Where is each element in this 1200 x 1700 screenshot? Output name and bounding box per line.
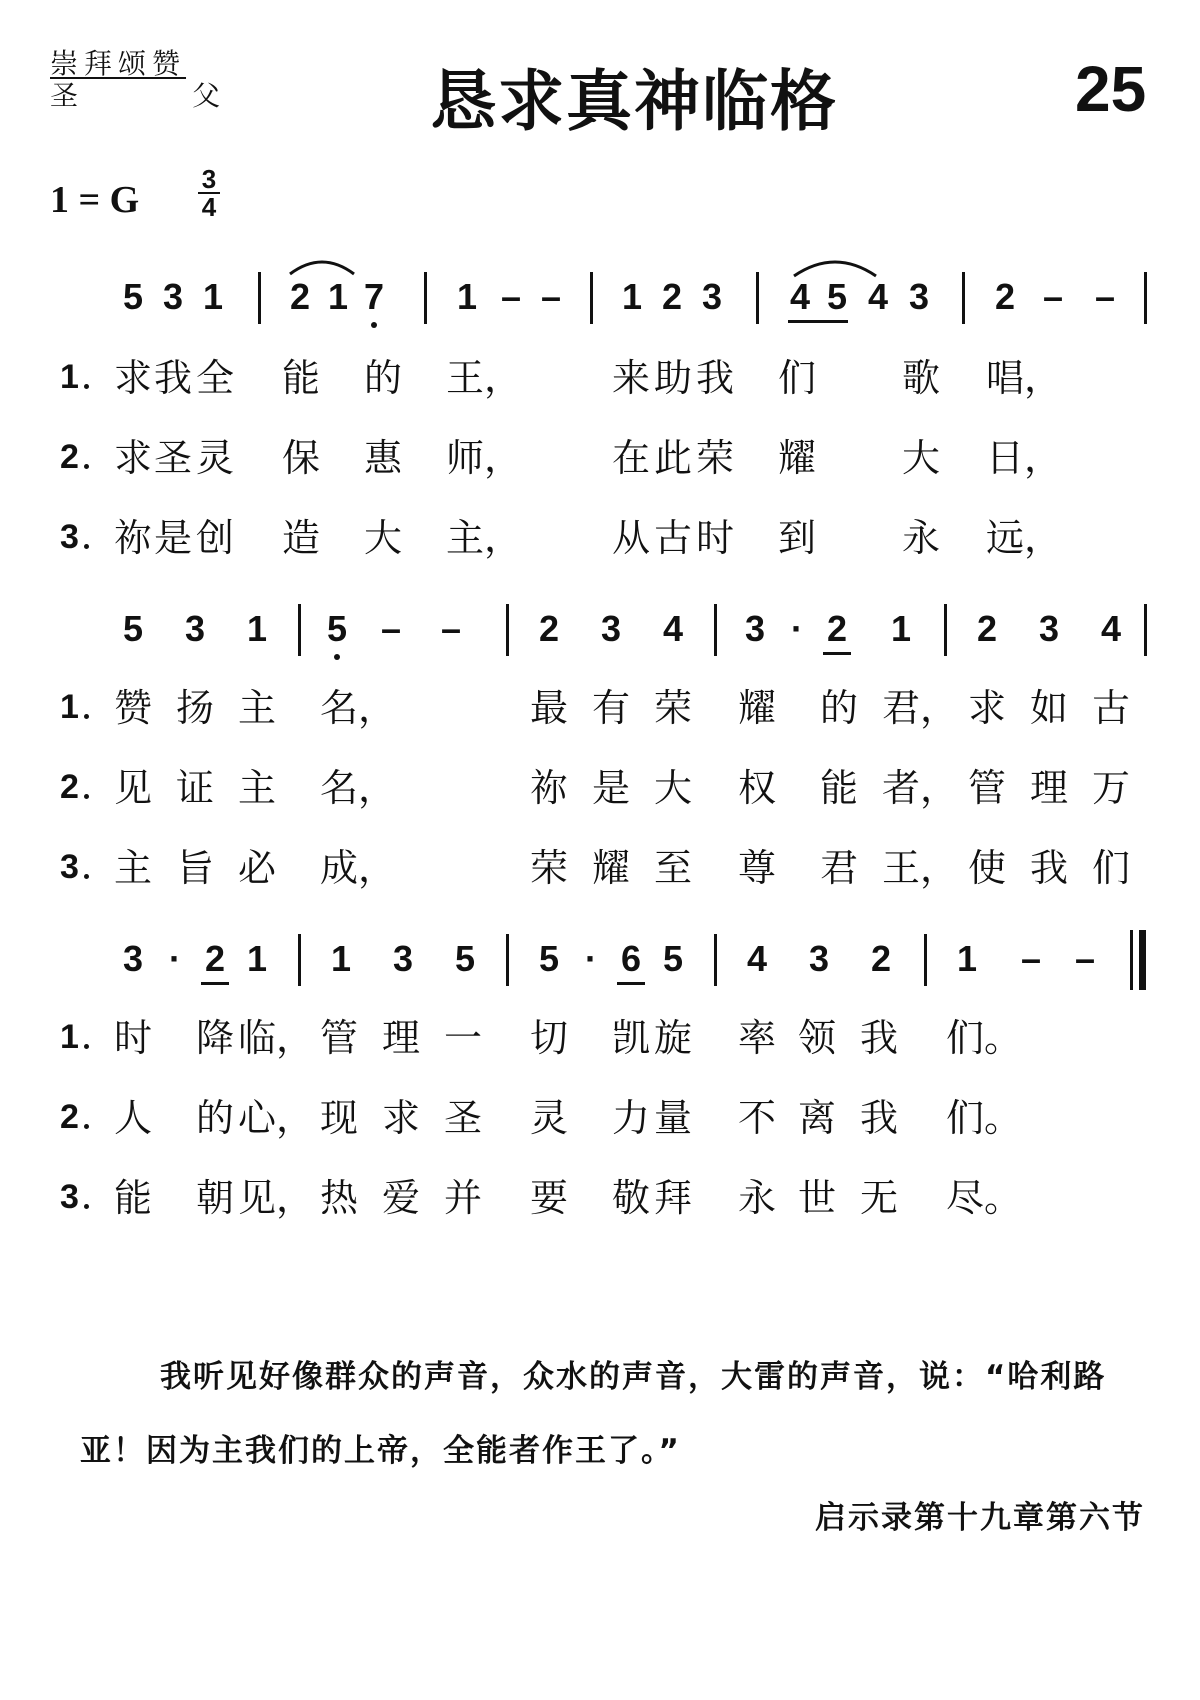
note: 6 xyxy=(620,938,642,979)
lyric: 求 xyxy=(114,356,153,400)
barline xyxy=(1144,272,1147,324)
lyric: 旋 xyxy=(654,1016,693,1060)
lyric: 全 xyxy=(196,356,235,400)
lyric: 永 xyxy=(738,1176,777,1220)
lower-octave-dot xyxy=(334,654,340,660)
lyric: 们 xyxy=(778,356,817,400)
dash: – xyxy=(500,276,522,317)
note: 4 xyxy=(789,276,811,317)
note: 2 xyxy=(661,276,683,317)
final-barline-thin xyxy=(1130,930,1133,990)
lyric: 祢 xyxy=(114,516,153,560)
lyric: 见 xyxy=(114,766,153,810)
lyric: 旨 xyxy=(176,846,215,890)
verse-number: 3 xyxy=(60,848,79,886)
note: 1 xyxy=(330,938,352,979)
lyric: 证 xyxy=(176,766,215,810)
barline xyxy=(714,604,717,656)
lyric: 主 xyxy=(114,846,153,890)
note: 5 xyxy=(538,938,560,979)
lyric: 日， xyxy=(986,436,1063,480)
lyric: 惠 xyxy=(364,436,403,480)
lyric: 有 xyxy=(592,686,631,730)
note: 2 xyxy=(538,608,560,649)
lyric: 理 xyxy=(1030,766,1069,810)
lyric: 理 xyxy=(382,1016,421,1060)
lyric: 成， xyxy=(320,846,397,890)
lyric: 最 xyxy=(530,686,569,730)
note: 2 xyxy=(826,608,848,649)
note: 1 xyxy=(621,276,643,317)
verse-dot xyxy=(84,464,89,469)
verse-number: 3 xyxy=(60,518,79,556)
lyric: 使 xyxy=(968,846,1007,890)
time-signature xyxy=(198,166,220,220)
note: 4 xyxy=(1100,608,1122,649)
lyric: 的 xyxy=(364,356,403,400)
lyric: 圣 xyxy=(444,1096,483,1140)
lyric: 圣 xyxy=(154,436,193,480)
lyric: 现 xyxy=(320,1096,359,1140)
lyric: 至 xyxy=(654,846,693,890)
lyric: 来 xyxy=(612,356,651,400)
lyric: 心， xyxy=(238,1096,315,1140)
lyric: 在 xyxy=(612,436,651,480)
lyric: 权 xyxy=(738,766,777,810)
lyric: 降 xyxy=(196,1016,235,1060)
lyric: 王， xyxy=(446,356,523,400)
note: 5 xyxy=(826,276,848,317)
verse-dot xyxy=(84,384,89,389)
underline-beam xyxy=(823,652,851,655)
lyric: 古 xyxy=(654,516,693,560)
note: 1 xyxy=(202,276,224,317)
barline xyxy=(944,604,947,656)
verse-dot xyxy=(84,1044,89,1049)
verse-dot xyxy=(84,874,89,879)
note: 4 xyxy=(746,938,768,979)
lyric: 朝 xyxy=(196,1176,235,1220)
lyric: 求 xyxy=(968,686,1007,730)
lyric: 者， xyxy=(882,766,959,810)
category-line-2-right: 父 xyxy=(192,79,227,112)
lyric: 能 xyxy=(282,356,321,400)
note: 5 xyxy=(662,938,684,979)
lyric: 必 xyxy=(238,846,277,890)
lower-octave-dot xyxy=(371,322,377,328)
note: 3 xyxy=(744,608,766,649)
note: 5 xyxy=(454,938,476,979)
lyric: 耀 xyxy=(778,436,817,480)
lyric: 灵 xyxy=(530,1096,569,1140)
note: 7 xyxy=(363,276,385,317)
lyric: 们。 xyxy=(946,1016,1023,1060)
note: 3 xyxy=(122,938,144,979)
lyric: 远， xyxy=(986,516,1063,560)
lyric: 灵 xyxy=(196,436,235,480)
verse-number: 2 xyxy=(60,1098,79,1136)
lyric: 此 xyxy=(654,436,693,480)
note: 2 xyxy=(994,276,1016,317)
lyric: 无 xyxy=(860,1176,899,1220)
lyric: 造 xyxy=(282,516,321,560)
lyric: 君 xyxy=(820,846,859,890)
lyric: 量 xyxy=(654,1096,693,1140)
lyric: 世 xyxy=(798,1176,837,1220)
lyric: 保 xyxy=(282,436,321,480)
lyric: 歌 xyxy=(902,356,941,400)
lyric: 尽。 xyxy=(946,1176,1023,1220)
note: 3 xyxy=(184,608,206,649)
lyric: 率 xyxy=(738,1016,777,1060)
lyric: 管 xyxy=(968,766,1007,810)
lyric: 耀 xyxy=(738,686,777,730)
note: 3 xyxy=(808,938,830,979)
barline xyxy=(962,272,965,324)
lyric: 时 xyxy=(696,516,735,560)
underline-beam xyxy=(788,320,848,323)
note: 2 xyxy=(976,608,998,649)
note: 4 xyxy=(867,276,889,317)
lyric: 求 xyxy=(382,1096,421,1140)
dash: – xyxy=(1094,276,1116,317)
lyric: 助 xyxy=(654,356,693,400)
verse-dot xyxy=(84,544,89,549)
note: 5 xyxy=(122,608,144,649)
scripture-text: 我听见好像群众的声音，众水的声音，大雷的声音，说：“哈利路亚！因为主我们的上帝，全能者作王了。” xyxy=(80,1359,1107,1469)
lyric: 从 xyxy=(612,516,651,560)
lyric: 荣 xyxy=(530,846,569,890)
dash: – xyxy=(440,608,462,649)
lyric: 唱， xyxy=(986,356,1063,400)
barline xyxy=(298,604,301,656)
lyric: 尊 xyxy=(738,846,777,890)
lyric: 师， xyxy=(446,436,523,480)
lyric: 名， xyxy=(320,766,397,810)
lyric: 能 xyxy=(820,766,859,810)
barline xyxy=(258,272,261,324)
category-line-2 xyxy=(50,80,226,112)
lyric: 拜 xyxy=(654,1176,693,1220)
verse-dot xyxy=(84,794,89,799)
dot: · xyxy=(791,608,803,649)
lyric: 一 xyxy=(444,1016,483,1060)
tie-slur xyxy=(790,256,880,278)
lyric: 永 xyxy=(902,516,941,560)
lyric: 古 xyxy=(1092,686,1131,730)
lyric: 君， xyxy=(882,686,959,730)
lyric: 是 xyxy=(154,516,193,560)
lyric: 时 xyxy=(114,1016,153,1060)
hymn-number: 25 xyxy=(1075,53,1147,125)
time-signature-numerator: 3 xyxy=(198,166,220,194)
lyric: 到 xyxy=(778,516,817,560)
note: 3 xyxy=(162,276,184,317)
lyric: 如 xyxy=(1030,686,1069,730)
verse-number: 1 xyxy=(60,358,79,396)
lyric: 力 xyxy=(612,1096,651,1140)
lyric: 我 xyxy=(696,356,735,400)
note: 3 xyxy=(392,938,414,979)
lyric: 切 xyxy=(530,1016,569,1060)
lyric: 的 xyxy=(196,1096,235,1140)
note: 1 xyxy=(456,276,478,317)
lyric: 耀 xyxy=(592,846,631,890)
verse-number: 3 xyxy=(60,1178,79,1216)
verse-number: 2 xyxy=(60,438,79,476)
underline-beam xyxy=(617,982,645,985)
lyric: 创 xyxy=(196,516,235,560)
category-line-1: 崇拜颂赞 xyxy=(50,47,187,80)
barline xyxy=(714,934,717,986)
time-signature-denominator: 4 xyxy=(201,192,217,222)
dash: – xyxy=(540,276,562,317)
lyric: 并 xyxy=(444,1176,483,1220)
note: 1 xyxy=(246,938,268,979)
key-signature: 1 = G xyxy=(50,179,140,221)
note: 3 xyxy=(701,276,723,317)
lyric: 万 xyxy=(1092,766,1131,810)
lyric: 不 xyxy=(738,1096,777,1140)
lyric: 临， xyxy=(238,1016,315,1060)
barline xyxy=(756,272,759,324)
dot: · xyxy=(169,938,181,979)
dash: – xyxy=(380,608,402,649)
lyric: 我 xyxy=(860,1016,899,1060)
note: 2 xyxy=(870,938,892,979)
lyric: 荣 xyxy=(654,686,693,730)
note: 3 xyxy=(908,276,930,317)
lyric: 管 xyxy=(320,1016,359,1060)
barline xyxy=(924,934,927,986)
lyric: 大 xyxy=(364,516,403,560)
note: 1 xyxy=(890,608,912,649)
lyric: 我 xyxy=(154,356,193,400)
tie-slur xyxy=(286,256,358,276)
note: 5 xyxy=(122,276,144,317)
barline xyxy=(1144,604,1147,656)
verse-dot xyxy=(84,1204,89,1209)
lyric: 大 xyxy=(902,436,941,480)
lyric: 主， xyxy=(446,516,523,560)
lyric: 的 xyxy=(820,686,859,730)
lyric: 大 xyxy=(654,766,693,810)
scripture-reference: 启示录第十九章第六节 xyxy=(815,1500,1145,1536)
lyric: 见， xyxy=(238,1176,315,1220)
dash: – xyxy=(1020,938,1042,979)
verse-number: 2 xyxy=(60,768,79,806)
lyric: 领 xyxy=(798,1016,837,1060)
lyric: 荣 xyxy=(696,436,735,480)
lyric: 要 xyxy=(530,1176,569,1220)
lyric: 我 xyxy=(860,1096,899,1140)
lyric: 爱 xyxy=(382,1176,421,1220)
lyric: 祢 xyxy=(530,766,569,810)
lyric: 们 xyxy=(1092,846,1131,890)
verse-number: 1 xyxy=(60,688,79,726)
verse-dot xyxy=(84,714,89,719)
dash: – xyxy=(1074,938,1096,979)
note: 1 xyxy=(327,276,349,317)
dash: – xyxy=(1042,276,1064,317)
category-line-2-left: 圣 xyxy=(50,79,85,112)
barline xyxy=(506,934,509,986)
note: 5 xyxy=(326,608,348,649)
lyric: 是 xyxy=(592,766,631,810)
lyric: 主 xyxy=(238,766,277,810)
note: 3 xyxy=(600,608,622,649)
lyric: 人 xyxy=(114,1096,153,1140)
lyric: 热 xyxy=(320,1176,359,1220)
hymn-title: 恳求真神临格 xyxy=(430,63,838,140)
lyric: 主 xyxy=(238,686,277,730)
lyric: 王， xyxy=(882,846,959,890)
barline xyxy=(424,272,427,324)
lyric: 离 xyxy=(798,1096,837,1140)
barline xyxy=(298,934,301,986)
underline-beam xyxy=(201,982,229,985)
note: 3 xyxy=(1038,608,1060,649)
barline xyxy=(506,604,509,656)
dot: · xyxy=(585,938,597,979)
final-barline-thick xyxy=(1139,930,1146,990)
lyric: 们。 xyxy=(946,1096,1023,1140)
note: 2 xyxy=(289,276,311,317)
hymnal-category xyxy=(50,48,226,112)
lyric: 求 xyxy=(114,436,153,480)
note: 4 xyxy=(662,608,684,649)
lyric: 敬 xyxy=(612,1176,651,1220)
note: 1 xyxy=(956,938,978,979)
lyric: 能 xyxy=(114,1176,153,1220)
verse-dot xyxy=(84,1124,89,1129)
verse-number: 1 xyxy=(60,1018,79,1056)
lyric: 扬 xyxy=(176,686,215,730)
lyric: 赞 xyxy=(114,686,153,730)
lyric: 我 xyxy=(1030,846,1069,890)
lyric: 名， xyxy=(320,686,397,730)
lyric: 凯 xyxy=(612,1016,651,1060)
barline xyxy=(590,272,593,324)
note: 1 xyxy=(246,608,268,649)
note: 2 xyxy=(204,938,226,979)
